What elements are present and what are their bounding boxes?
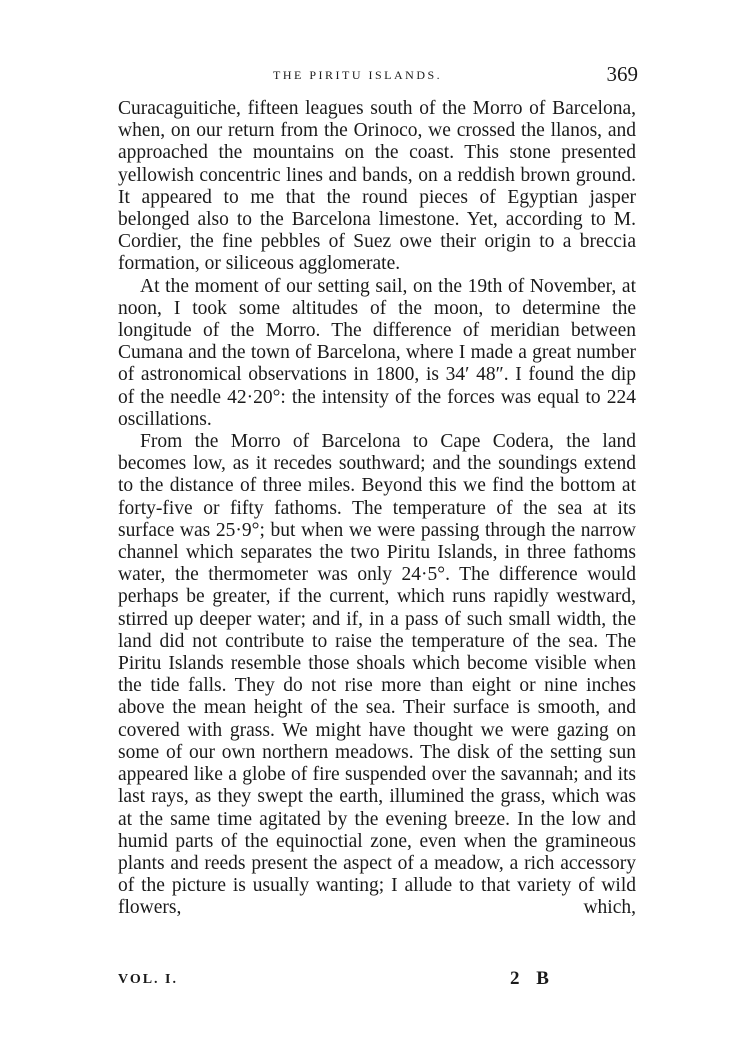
page-header: [118, 60, 638, 90]
signature-mark: 2 B: [510, 968, 555, 989]
running-title: THE PIRITU ISLANDS.: [273, 68, 443, 82]
page-number: 369: [606, 62, 638, 86]
paragraph-1: Curacaguitiche, fifteen leagues south of the Morro of Barcelona, when, on our return from the Orinoco, we crossed the llanos, and approached the mountains on the coast. This stone presented yellowish concentric lines and bands, on a reddish brown ground. It appeared to me that the round pieces of Egyptian jasper belonged also to the Barcelona limestone. Yet, according to M. Cordier, the fine pebbles of Suez owe their origin to a breccia formation, or siliceous agglomerate.: [118, 98, 636, 275]
paragraph-3: From the Morro of Barcelona to Cape Codera, the land becomes low, as it recedes southward; and the soundings extend to the distance of three miles. Beyond this we find the bottom at forty-five or fifty fathoms. The temperature of the sea at its surface was 25·9°; but when we were passing through the narrow channel which separates the two Piritu Islands, in three fathoms water, the thermometer was only 24·5°. The difference would perhaps be greater, if the current, which runs rapidly westward, stirred up deeper water; and if, in a pass of such small width, the land did not contribute to raise the temperature of the sea. The Piritu Islands resemble those shoals which become visible when the tide falls. They do not rise more than eight or nine inches above the mean height of the sea. Their surface is smooth, and covered with grass. We might have thought we were gazing on some of our own northern meadows. The disk of the setting sun appeared like a globe of fire suspended over the savannah; and its last rays, as they swept the earth, illumined the grass, which was at the same time agitated by the evening breeze. In the low and humid parts of the equinoctial zone, even when the gramineous plants and reeds present the aspect of a meadow, a rich accessory of the picture is usually wanting; I allude to that variety of wild flowers, which,: [118, 431, 636, 919]
page-footer: [118, 968, 638, 994]
volume-mark: VOL. I.: [118, 972, 179, 987]
paragraph-2: At the moment of our setting sail, on the 19th of November, at noon, I took some altitudes of the moon, to determine the longitude of the Morro. The difference of meridian between Cumana and the town of Barcelona, where I made a great number of astronomical observations in 1800, is 34′ 48″. I found the dip of the needle 42·20°: the intensity of the forces was equal to 224 oscillations.: [118, 275, 636, 430]
body-text: [118, 98, 636, 920]
